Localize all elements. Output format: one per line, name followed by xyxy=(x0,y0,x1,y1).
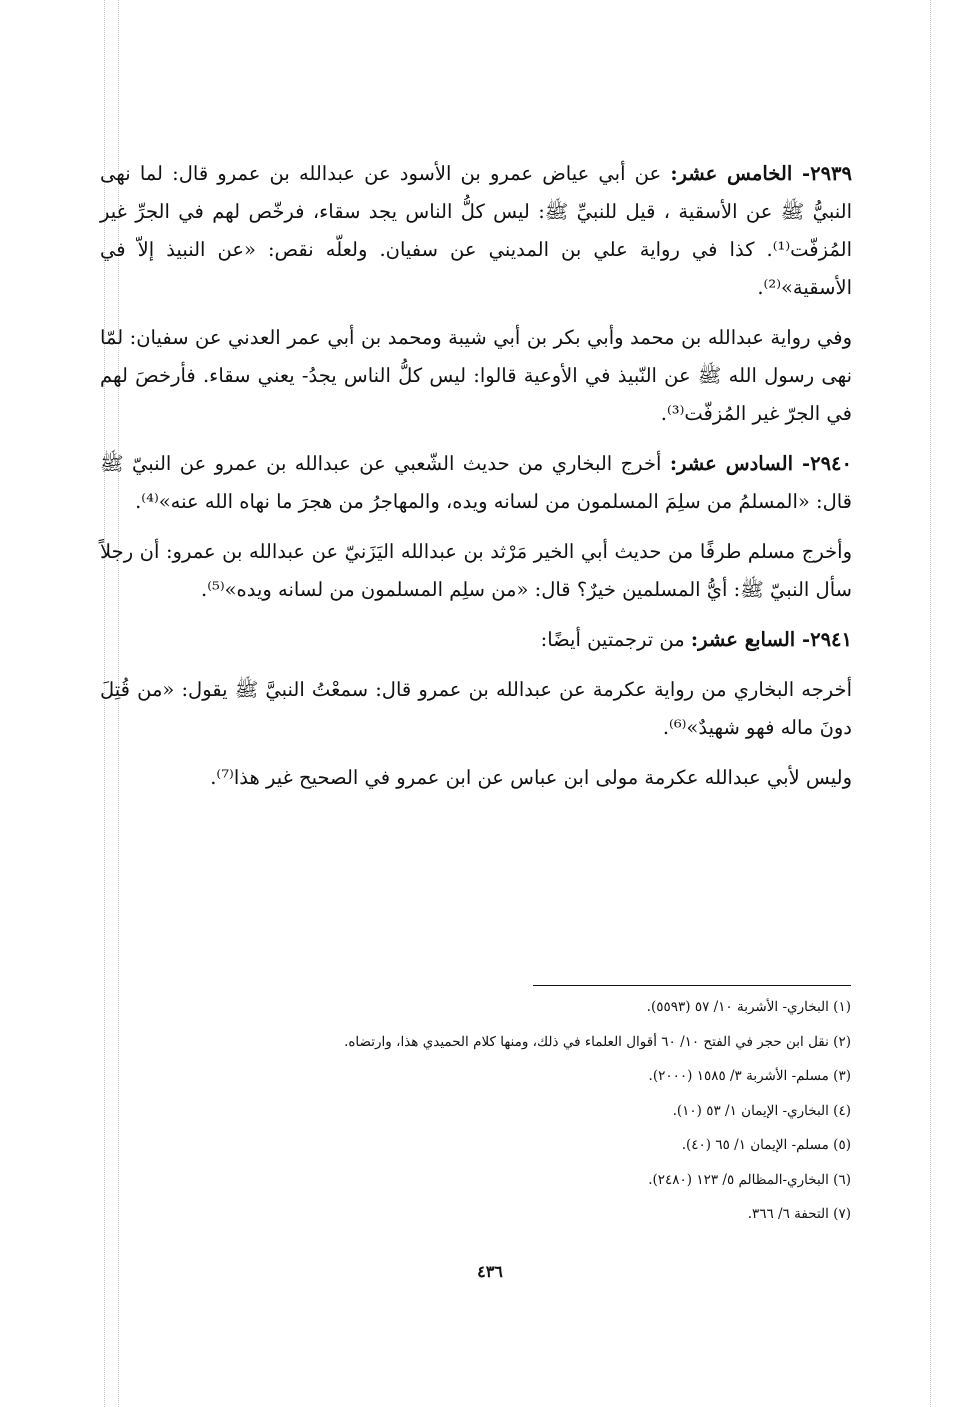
paragraph-text: أخرج البخاري من حديث الشّعبي عن عبدالله بن عمرو عن النبيّ ﷺ قال: «المسلمُ من سلِمَ المسلمون من لسانه ويده، والمهاجرُ من هجرَ ما نهاه الله عنه»⁽⁴⁾. xyxy=(100,452,852,513)
footnote: (٣) مسلم- الأشربة ٣/ ١٥٨٥ (٢٠٠٠). xyxy=(648,1068,851,1084)
footnote: (٧) التحفة ٦/ ٣٦٦. xyxy=(747,1206,851,1222)
hadith-paragraph-2941: ٢٩٤١- السابع عشر: من ترجمتين أيضًا: xyxy=(540,628,852,651)
paragraph-text: من ترجمتين أيضًا: xyxy=(540,628,685,651)
paragraph-text: أخرجه البخاري من رواية عكرمة عن عبدالله بن عمرو قال: سمعْتُ النبيَّ ﷺ يقول: «من قُتِلَ دونَ ماله فهو شهيدٌ»⁽⁶⁾. xyxy=(100,678,852,739)
paragraph xyxy=(100,533,852,609)
paragraph-text: وليس لأبي عبدالله عكرمة مولى ابن عباس عن ابن عمرو في الصحيح غير هذا⁽⁷⁾. xyxy=(210,766,852,789)
paragraph-text: وأخرج مسلم طرفًا من حديث أبي الخير مَرْثد بن عبدالله اليَزَنيّ عن عبدالله بن عمرو: أن رجلاً سأل النبيّ ﷺ: أيُّ المسلمين خيرٌ؟ قال: «من سلِم المسلمون من لسانه ويده»⁽⁵⁾. xyxy=(100,540,852,601)
paragraph-text: عن أبي عياض عمرو بن الأسود عن عبدالله بن عمرو قال: لما نهى النبيُّ ﷺ عن الأسقية ، قيل للنبيِّ ﷺ: ليس كلُّ الناس يجد سقاء، فرخّص لهم في الجرِّ غير المُزفّت⁽¹⁾. كذا في رواية علي بن المديني عن سفيان. ولعلّه نقص: «عن النبيذ إلاّ في الأسقية»⁽²⁾. xyxy=(100,162,852,299)
hadith-heading: السادس عشر: xyxy=(669,452,793,475)
footnote: (٢) نقل ابن حجر في الفتح ١٠/ ٦٠ أقوال العلماء في ذلك، ومنها كلام الحميدي هذا، وارتضاه. xyxy=(344,1033,851,1050)
hadith-number: ٢٩٤٠ xyxy=(810,452,852,475)
scan-dotted-line xyxy=(930,0,931,1407)
footnotes xyxy=(180,990,851,1232)
hadith-heading: السابع عشر: xyxy=(690,628,796,651)
paragraph xyxy=(100,759,852,797)
footnote: (٥) مسلم- الإيمان ١/ ٦٥ (٤٠). xyxy=(681,1137,851,1153)
paragraph-text: وفي رواية عبدالله بن محمد وأبي بكر بن أبي شيبة ومحمد بن أبي عمر العدني عن سفيان: لمّا نهى رسول الله ﷺ عن النّبيذ في الأوعية قالوا: ليس كلُّ الناس يجدُ- يعني سقاء. فأرخصَ لهم في الجرّ غير المُزفّت⁽³⁾. xyxy=(100,326,852,425)
footnote: (٤) البخاري- الإيمان ١/ ٥٣ (١٠). xyxy=(672,1102,851,1119)
paragraph xyxy=(100,319,852,433)
hadith-heading: الخامس عشر: xyxy=(670,162,793,185)
hadith-number: ٢٩٤١ xyxy=(810,628,852,651)
hadith-paragraph-2940: ٢٩٤٠- السادس عشر: أخرج البخاري من حديث الشّعبي عن عبدالله بن عمرو عن النبيّ ﷺ قال: «المسلمُ من سلِمَ المسلمون من لسانه ويده، والمهاجرُ من هجرَ ما نهاه الله عنه»⁽⁴⁾. xyxy=(100,452,852,513)
hadith-number: ٢٩٣٩ xyxy=(810,162,852,185)
paragraph xyxy=(100,671,852,747)
main-text xyxy=(100,155,852,809)
footnote: (٦) البخاري-المظالم ٥/ ١٢٣ (٢٤٨٠). xyxy=(648,1171,851,1188)
hadith-paragraph-2939: ٢٩٣٩- الخامس عشر: عن أبي عياض عمرو بن الأسود عن عبدالله بن عمرو قال: لما نهى النبيُّ ﷺ عن الأسقية ، قيل للنبيِّ ﷺ: ليس كلُّ الناس يجد سقاء، فرخّص لهم في الجرِّ غير المُزفّت⁽¹⁾. كذا في رواية علي بن المديني عن سفيان. ولعلّه نقص: «عن النبيذ إلاّ في الأسقية»⁽²⁾. xyxy=(100,162,852,299)
footnote-separator xyxy=(533,985,851,986)
page-number: ٤٣٦ xyxy=(477,1262,503,1281)
footnote: (١) البخاري- الأشربة ١٠/ ٥٧ (٥٥٩٣). xyxy=(646,999,851,1015)
